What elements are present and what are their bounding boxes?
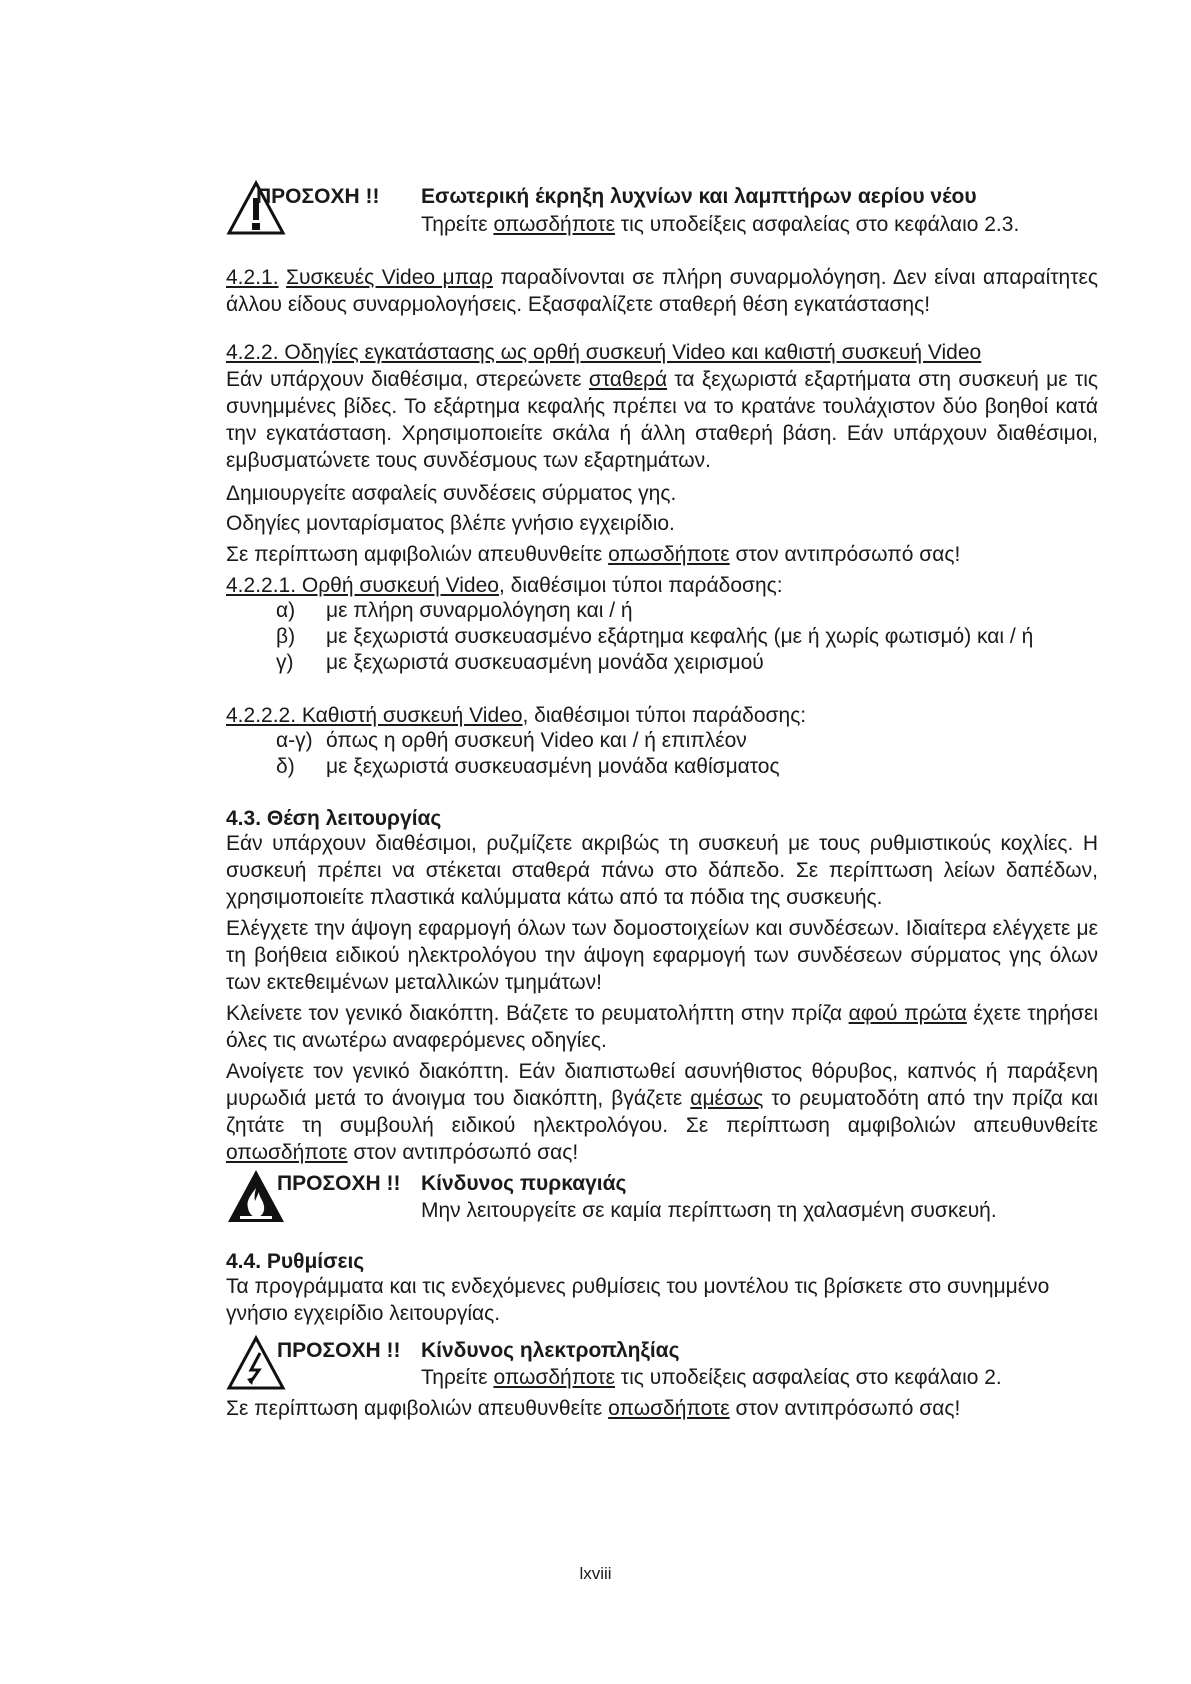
warning-title: Κίνδυνος πυρκαγιάς bbox=[421, 1172, 627, 1195]
section-4-2-2-heading: 4.2.2. Οδηγίες εγκατάστασης ως ορθή συσκευή Video και καθιστή συσκευή Video bbox=[226, 341, 982, 364]
warning-text: Μην λειτουργείτε σε καμία περίπτωση τη χαλασμένη συσκευή. bbox=[421, 1199, 997, 1222]
section-4-3-paragraph-3: Κλείνετε τον γενικό διακόπτη. Βάζετε το ρευματολήπτη στην πρίζα αφού πρώτα έχετε τηρήσει όλες τις ανωτέρω αναφερόμενες οδηγίες. bbox=[226, 1002, 1098, 1052]
warning-label: ΠΡΟΣΟΧΗ !! bbox=[277, 1172, 401, 1195]
section-4-2-2-1-heading: 4.2.2.1. Ορθή συσκευή Video, διαθέσιμοι τύποι παράδοσης: bbox=[226, 574, 783, 597]
warning-text: Τηρείτε οπωσδήποτε τις υποδείξεις ασφαλείας στο κεφάλαιο 2. bbox=[421, 1366, 1002, 1389]
warning-title: Κίνδυνος ηλεκτροπληξίας bbox=[421, 1339, 680, 1362]
warning-title: Εσωτερική έκρηξη λυχνίων και λαμπτήρων αερίου νέου bbox=[421, 185, 977, 208]
section-4-4-heading: 4.4. Ρυθμίσεις bbox=[226, 1250, 365, 1273]
list-item: β) με ξεχωριστά συσκευασμένο εξάρτημα κεφαλής (με ή χωρίς φωτισμό) και / ή bbox=[276, 625, 1034, 648]
section-4-4-paragraph: Τα προγράμματα και τις ενδεχόμενες ρυθμίσεις του μοντέλου τις βρίσκετε στο συνημμένο γνήσιο εγχειρίδιο λειτουργίας. bbox=[226, 1275, 1050, 1325]
section-4-3-paragraph-2: Ελέγχετε την άψογη εφαρμογή όλων των δομοστοιχείων και συνδέσεων. Ιδιαίτερα ελέγχετε με τη βοήθεια ειδικού ηλεκτρολόγου την άψογη εφαρμογή των συνδέσεων σύρματος γης όλων των εκτεθειμένων μεταλλικών τμημάτων! bbox=[226, 917, 1098, 994]
list-item: δ) με ξεχωριστά συσκευασμένη μονάδα καθίσματος bbox=[276, 755, 780, 778]
warning-text: Τηρείτε οπωσδήποτε τις υποδείξεις ασφαλείας στο κεφάλαιο 2.3. bbox=[421, 213, 1020, 236]
warning-label: ΠΡΟΣΟΧΗ !! bbox=[277, 1339, 401, 1362]
mounting-instructions-text: Οδηγίες μονταρίσματος βλέπε γνήσιο εγχειρίδιο. bbox=[226, 512, 675, 535]
list-item: γ) με ξεχωριστά συσκευασμένη μονάδα χειρισμού bbox=[276, 651, 764, 674]
ground-connections-text: Δημιουργείτε ασφαλείς συνδέσεις σύρματος γης. bbox=[226, 482, 677, 505]
section-4-2-2-paragraph: Εάν υπάρχουν διαθέσιμα, στερεώνετε σταθερά τα ξεχωριστά εξαρτήματα στη συσκευή με τις συνημμένες βίδες. Το εξάρτημα κεφαλής πρέπει να το κρατάνε τουλάχιστον δύο βοηθοί κατά την εγκατάσταση. Χρησιμοποιείτε σκάλα ή άλλη σταθερή βάση. Εάν υπάρχουν διαθέσιμοι, εμβυσματώνετε τους συνδέσμους των εξαρτημάτων. bbox=[226, 368, 1098, 472]
section-4-3-heading: 4.3. Θέση λειτουργίας bbox=[226, 807, 442, 830]
section-4-2-2-2-heading: 4.2.2.2. Καθιστή συσκευή Video, διαθέσιμοι τύποι παράδοσης: bbox=[226, 704, 807, 727]
final-contact-text: Σε περίπτωση αμφιβολιών απευθυνθείτε οπωσδήποτε στον αντιπρόσωπό σας! bbox=[226, 1397, 961, 1420]
contact-representative-text: Σε περίπτωση αμφιβολιών απευθυνθείτε οπωσδήποτε στον αντιπρόσωπό σας! bbox=[226, 543, 961, 566]
section-4-2-1: 4.2.1. Συσκευές Video μπαρ παραδίνονται σε πλήρη συναρμολόγηση. Δεν είναι απαραίτητες άλλου είδους συναρμολογήσεις. Εξασφαλίζετε σταθερή θέση εγκατάστασης! bbox=[226, 266, 1098, 316]
list-item: α) με πλήρη συναρμολόγηση και / ή bbox=[276, 599, 633, 622]
warning-label: ΠΡΟΣΟΧΗ !! bbox=[256, 185, 380, 208]
list-item: α-γ) όπως η ορθή συσκευή Video και / ή επιπλέον bbox=[276, 729, 747, 752]
section-4-3-paragraph-4: Ανοίγετε τον γενικό διακόπτη. Εάν διαπιστωθεί ασυνήθιστος θόρυβος, καπνός ή παράξενη μυρωδιά μετά το άνοιγμα του διακόπτη, βγάζετε αμέσως το ρευματοδότη από την πρίζα και ζητάτε τη συμβουλή ειδικού ηλεκτρολόγου. Σε περίπτωση αμφιβολιών απευθυνθείτε οπωσδήποτε στον αντιπρόσωπό σας! bbox=[226, 1060, 1098, 1164]
page-number: lxviii bbox=[579, 1564, 612, 1583]
section-4-3-paragraph-1: Εάν υπάρχουν διαθέσιμοι, ρυζμίζετε ακριβώς τη συσκευή με τους ρυθμιστικούς κοχλίες. Η συσκευή πρέπει να στέκεται σταθερά πάνω στο δάπεδο. Σε περίπτωση λείων δαπέδων, χρησιμοποιείτε πλαστικά καλύμματα κάτω από τα πόδια της συσκευής. bbox=[226, 832, 1098, 909]
